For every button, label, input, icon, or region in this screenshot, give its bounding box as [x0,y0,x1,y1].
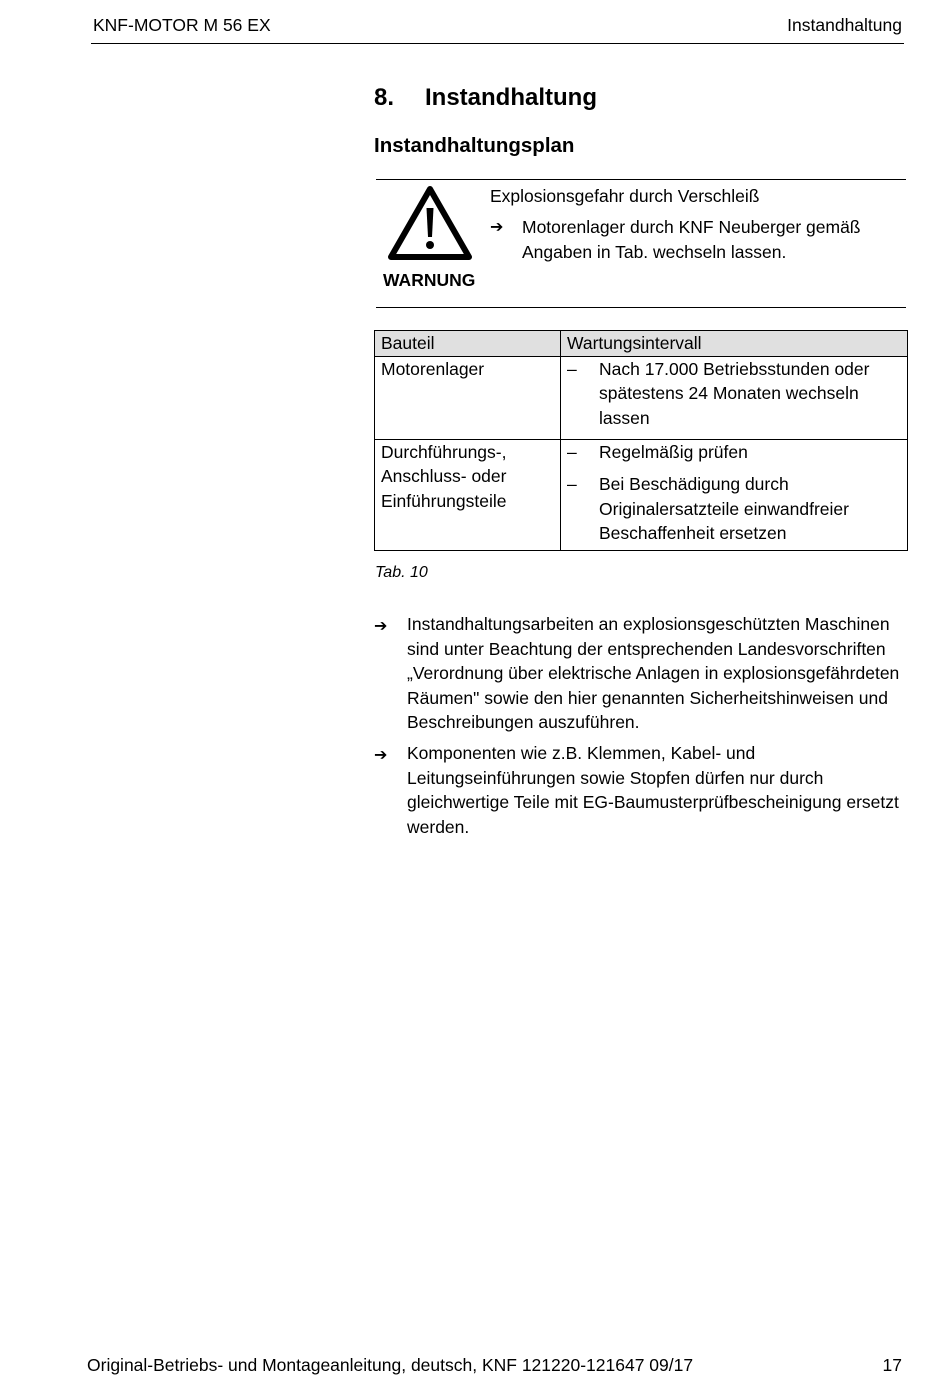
dash-icon: – [567,441,577,462]
table-cell-part [375,439,561,550]
interval-item [567,472,901,546]
header-divider [91,43,904,44]
table-cell-part-text: Durchführungs-, Anschluss- oder Einführungsteile [381,441,507,511]
warning-instruction: Motorenlager durch KNF Neuberger gemäß Angaben in Tab. wechseln lassen. [522,217,861,262]
warning-bottom-rule [376,307,906,308]
section-heading [374,84,597,112]
warning-title: Explosionsgefahr durch Verschleiß [490,186,760,206]
dash-icon: – [567,474,577,494]
instruction-text: Instandhaltungsarbeiten an explosionsgeschützten Maschinen sind unter Beachtung der entsprechenden Landesvorschriften „Verordnung über elektrische Anlagen in explosionsgefährdeten Räumen" sowie den hier genannten Sicherheitshinweisen und Beschreibungen auszuführen. [407,614,900,732]
dash-icon: – [567,358,577,379]
interval-text: Nach 17.000 Betriebsstunden oder spätestens 24 Monaten wechseln lassen [599,358,870,428]
arrow-right-icon: ➔ [374,616,388,635]
interval-text: Bei Beschädigung durch Originalersatzteile einwandfreier Beschaffenheit ersetzen [599,474,849,543]
table-header-row [375,331,908,357]
warning-label: WARNUNG [383,270,476,290]
arrow-right-icon: ➔ [374,745,388,764]
table-row [375,356,908,439]
subsection-heading: Instandhaltungsplan [374,134,575,157]
instruction-text: Komponenten wie z.B. Klemmen, Kabel- und Leitungseinführungen sowie Stopfen dürfen nur durch gleichwertige Teile mit EG-Baumusterprüfbescheinigung ersetzt werden. [407,743,899,837]
table-caption: Tab. 10 [375,564,428,581]
warning-top-rule [376,179,906,180]
footer-doc-info: Original-Betriebs- und Montageanleitung, deutsch, KNF 121220-121647 09/17 [87,1355,694,1375]
arrow-right-icon: ➔ [490,217,504,236]
table-row [375,439,908,550]
interval-item [567,440,901,465]
warning-triangle-icon [386,184,474,262]
interval-item [567,357,901,431]
instruction-item [374,612,904,735]
section-number: 8. [374,84,395,111]
page-number: 17 [882,1355,902,1375]
instruction-item [374,741,904,839]
table-cell-part: Motorenlager [375,356,561,439]
interval-list [567,440,901,550]
table-cell-interval [561,439,908,550]
header-doc-title: KNF-MOTOR M 56 EX [93,15,271,35]
column-header: Wartungsintervall [561,331,908,357]
interval-text: Regelmäßig prüfen [599,441,748,462]
table-cell-interval [561,356,908,439]
maintenance-table [374,330,908,551]
column-header: Bauteil [375,331,561,357]
section-title: Instandhaltung [425,84,597,111]
header-section-title: Instandhaltung [787,15,902,35]
